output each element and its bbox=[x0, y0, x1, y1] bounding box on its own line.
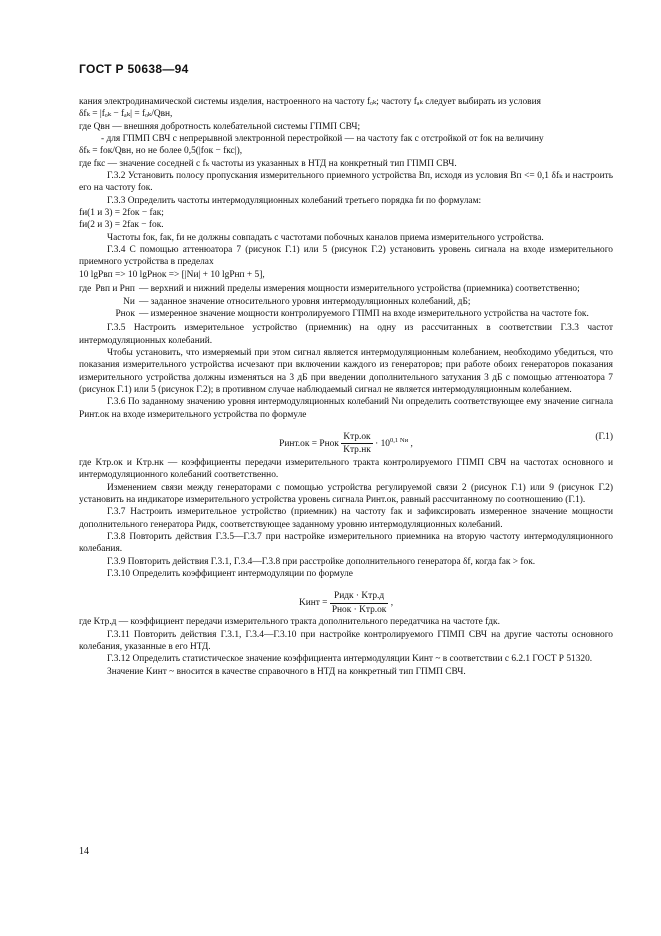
paragraph: где Kтр.ок и Kтр.нк — коэффициенты передачи измерительного тракта контролируемого ГПМП СВЧ на частотах основного и интермодуляционного колебаний соответственно. bbox=[79, 457, 613, 481]
paragraph: - для ГПМП СВЧ с непрерывной электронной перестройкой — на частоту fак с отстройкой от fок на величину bbox=[101, 134, 544, 145]
document-body bbox=[79, 96, 613, 678]
paragraph: Г.3.11 Повторить действия Г.3.1, Г.3.4—Г.3.10 при настройке контролируемого ГПМП СВЧ на другие частоты основного колебания, указанные в его НТД. bbox=[79, 629, 613, 653]
def-text: — верхний и нижний пределы измерения мощности измерительного устройства (приемника) соответственно; bbox=[138, 284, 580, 295]
paragraph: Г.3.5 Настроить измерительное устройство (приемник) на одну из рассчитанных в соответствии Г.3.3 частот интермодуляционных колебаний. bbox=[79, 323, 613, 346]
def-prefix: где bbox=[79, 284, 92, 295]
paragraph: где fкс — значение соседней с fₖ частоты из указанных в НТД на конкретный тип ГПМП СВЧ. bbox=[79, 158, 457, 169]
formula: fи(2 и 3) = 2fак − fок. bbox=[79, 220, 164, 231]
paragraph: Чтобы установить, что измеряемый при этом сигнал является интермодуляционным колебанием, необходимо убедиться, что показания измерительного устройства исчезают при включении каждого из генераторов; при работе обоих генераторов показания измерительного устройства должны изменяться на 3 дБ при введении дополнительного затухания 3 дБ с помощью аттенюатора 7 (рисунок Г.1) или 5 (рисунок Г.2); в противном случае наблюдаемый сигнал не является интермодуляционным колебанием. bbox=[79, 347, 613, 395]
paragraph: Частоты fок, fак, fи не должны совпадать с частотами побочных каналов приема измерительного устройства. bbox=[107, 232, 544, 243]
def-key: Pвп и Pнп bbox=[95, 284, 135, 295]
paragraph: Г.3.8 Повторить действия Г.3.5—Г.3.7 при настройке измерительного приемника на вторую частоту интермодуляционного колебания. bbox=[79, 532, 613, 555]
def-key: Pнок bbox=[115, 308, 135, 319]
definitions-list bbox=[79, 283, 613, 320]
formula-number: (Г.1) bbox=[595, 431, 613, 442]
formula-g1: Pинт.ок = Pнок $\frac{\text{Kтр.ок}}{\text{Kтр.нк}}$ · $10^{0,1 Nи}$ , (Г.1) bbox=[279, 431, 613, 456]
paragraph: Г.3.7 Настроить измерительное устройство (приемник) на частоту fак и зафиксировать измеренное значение мощности дополнительного генератора Pидк, соответствующее заданному уровню интермодуляционных колебаний. bbox=[79, 507, 613, 530]
formula: δfₖ = |fₒₖ − fₐₖ| = fₒₖ/Qвн, bbox=[79, 109, 173, 120]
def-key: Nи bbox=[123, 296, 135, 307]
formula-kint: Kинт = $\frac{\text{Pидк · Kтр.д}}{\text{Pнок · Kтр.ок}}$ , bbox=[298, 591, 394, 615]
paragraph: Г.3.6 По заданному значению уровня интермодуляционных колебаний Nи определить соответствующее ему значение сигнала Pинт.ок на входе измерительного устройства по формуле bbox=[79, 397, 613, 420]
formula: δfₖ = fок/Qвн, но не более 0,5(|fок − fкс|), bbox=[79, 146, 243, 157]
paragraph: кания электродинамической системы изделия, настроенного на частоту fₒₖ; частоту fₐₖ следует выбирать из условия bbox=[79, 97, 541, 107]
paragraph: Г.3.12 Определить статистическое значение коэффициента интермодуляции Kинт ~ в соответствии с 6.2.1 ГОСТ Р 51320. bbox=[107, 654, 593, 665]
paragraph: где Qвн — внешняя добротность колебательной системы ГПМП СВЧ; bbox=[79, 121, 361, 132]
document-header: ГОСТ Р 50638—94 bbox=[79, 62, 189, 76]
paragraph: Г.3.2 Установить полосу пропускания измерительного приемного устройства Bп, исходя из условия Bп <= 0,1 δfₖ и настроить его на частоту fок. bbox=[79, 171, 613, 194]
paragraph: где Kтр.д — коэффициент передачи измерительного тракта дополнительного передатчика на частоте fдк. bbox=[79, 617, 500, 628]
formula: 10 lgPвп => 10 lgPнок => [|Nи| + 10 lgPнп + 5], bbox=[79, 269, 265, 280]
paragraph: Значение Kинт ~ вносится в качестве справочного в НТД на конкретный тип ГПМП СВЧ. bbox=[107, 666, 466, 677]
paragraph: Изменением связи между генераторами с помощью устройства регулируемой связи 2 (рисунок Г.1) или 9 (рисунок Г.2) установить на индикаторе измерительного устройства уровень сигнала Pинт.ок, равный рассчитанному по соотношению (Г.1). bbox=[79, 482, 613, 505]
fraction: $\frac{\text{Pидк · Kтр.д}}{\text{Pнок · Kтр.ок}}$ bbox=[331, 591, 387, 615]
paragraph: Г.3.4 С помощью аттенюатора 7 (рисунок Г.1) или 5 (рисунок Г.2) установить уровень сигнала на входе измерительного приемного устройства в пределах bbox=[79, 245, 613, 268]
formula: fи(1 и 3) = 2fок − fак; bbox=[79, 208, 164, 219]
def-text: — измеренное значение мощности контролируемого ГПМП на входе измерительного устройства на частоте fок. bbox=[138, 308, 589, 319]
paragraph: Г.3.9 Повторить действия Г.3.1, Г.3.4—Г.3.8 при расстройке дополнительного генератора δf, когда fак > fок. bbox=[107, 556, 536, 567]
def-text: — заданное значение относительного уровня интермодуляционных колебаний, дБ; bbox=[138, 296, 471, 307]
page-number: 14 bbox=[79, 846, 89, 857]
paragraph: Г.3.10 Определить коэффициент интермодуляции по формуле bbox=[107, 569, 353, 580]
fraction: $\frac{\text{Kтр.ок}}{\text{Kтр.нк}}$ bbox=[343, 431, 371, 456]
paragraph: Г.3.3 Определить частоты интермодуляционных колебаний третьего порядка fи по формулам: bbox=[107, 195, 482, 206]
